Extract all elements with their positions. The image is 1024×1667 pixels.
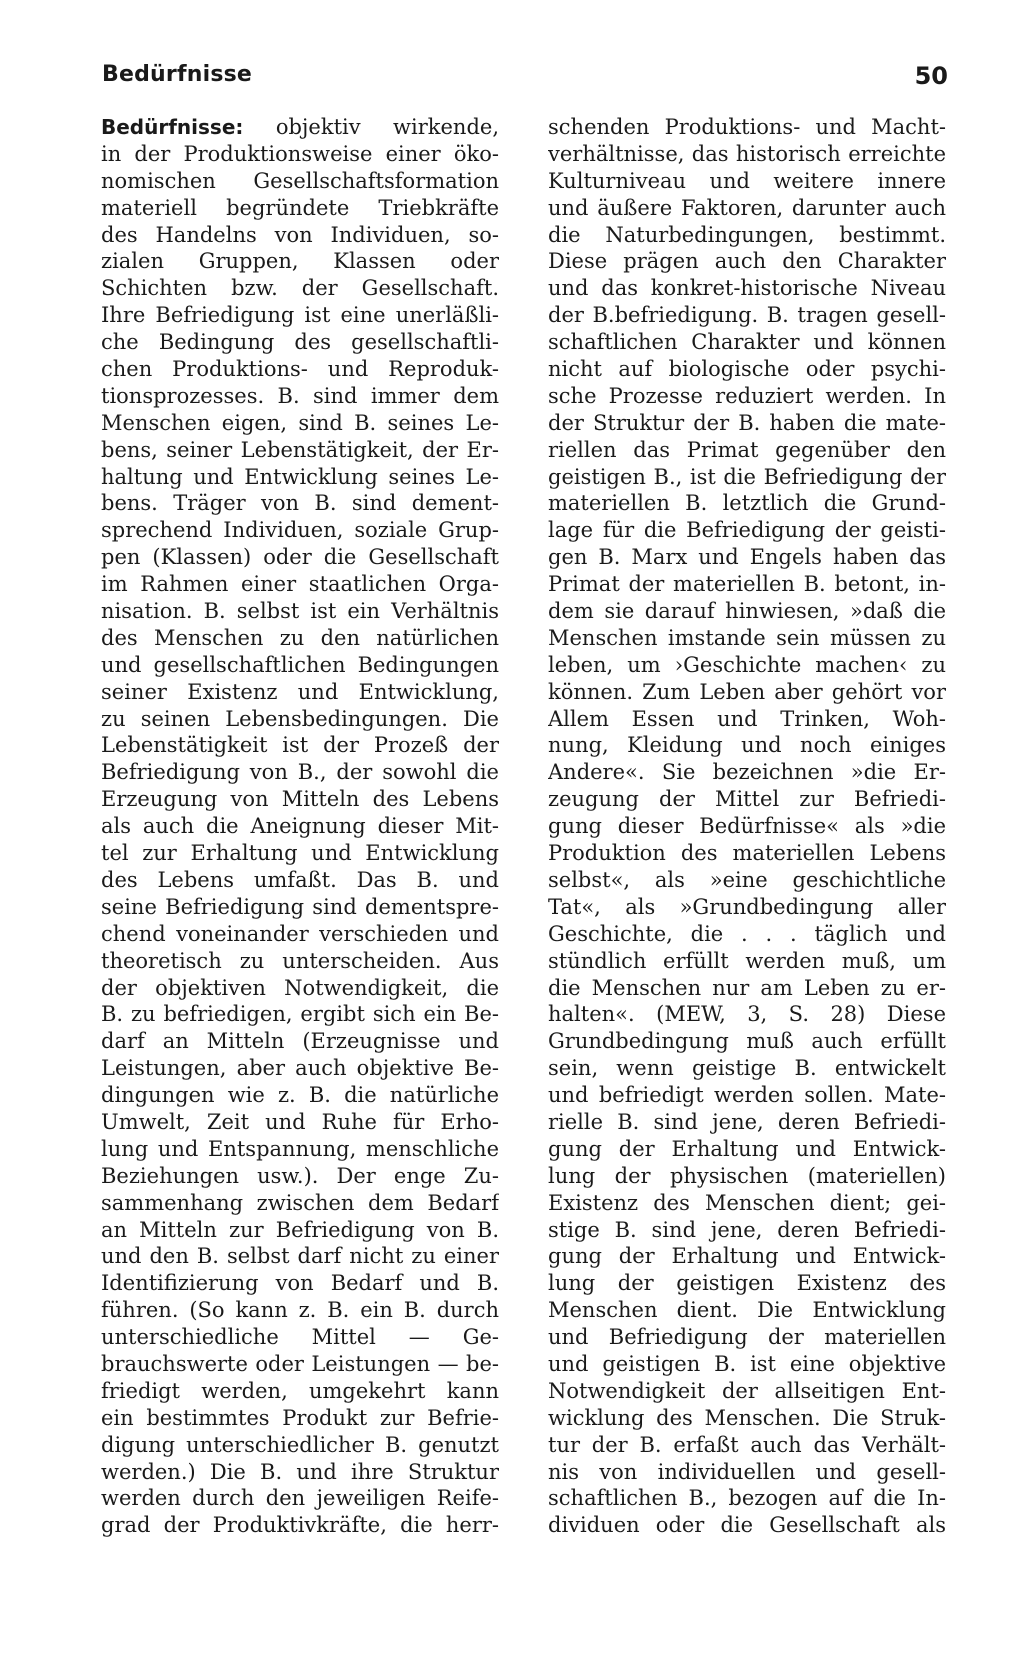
text-line: grad der Produktivkräfte, die herr- <box>101 1513 499 1538</box>
text-line: schaftlichen Charakter und können <box>548 330 946 355</box>
right-column <box>548 114 946 1539</box>
text-line: die Naturbedingungen, bestimmt. <box>548 222 946 247</box>
text-line: Existenz des Menschen dient; gei- <box>548 1190 946 1215</box>
text-line: und gesellschaftlichen Bedingungen <box>101 652 499 677</box>
text-line: in der Produktionsweise einer öko- <box>101 141 499 166</box>
text-line: darf an Mitteln (Erzeugnisse und <box>101 1029 499 1054</box>
text-line: Identifizierung von Bedarf und B. <box>101 1271 499 1296</box>
text-line: tur der B. erfaßt auch das Verhält- <box>548 1432 946 1457</box>
text-line: seine Befriedigung sind dementspre- <box>101 894 499 919</box>
text-line: und Befriedigung der materiellen <box>548 1325 946 1350</box>
text-line: des Handelns von Individuen, so- <box>101 222 499 247</box>
page-number: 50 <box>914 62 948 90</box>
text-line: tionsprozesses. B. sind immer dem <box>101 383 499 408</box>
text-line: und befriedigt werden sollen. Mate- <box>548 1083 946 1108</box>
text-line: materiell begründete Triebkräfte <box>101 195 499 220</box>
text-line: nisation. B. selbst ist ein Verhältnis <box>101 599 499 624</box>
text-line: che Bedingung des gesellschaftli- <box>101 330 499 355</box>
text-line: pen (Klassen) oder die Gesellschaft <box>101 545 499 570</box>
text-line: bens. Träger von B. sind dement- <box>101 491 499 516</box>
text-line: sammenhang zwischen dem Bedarf <box>101 1190 499 1215</box>
text-line: die Menschen nur am Leben zu er- <box>548 975 946 1000</box>
text-line: lage für die Befriedigung der geisti- <box>548 518 946 543</box>
text-line: lung der geistigen Existenz des <box>548 1271 946 1296</box>
text-line: Menschen dient. Die Entwicklung <box>548 1298 946 1323</box>
text-line: brauchswerte oder Leistungen — be- <box>101 1351 499 1376</box>
text-line: unterschiedliche Mittel — Ge- <box>101 1325 499 1350</box>
text-line: Notwendigkeit der allseitigen Ent- <box>548 1378 946 1403</box>
left-column <box>101 114 499 1539</box>
text-line: Produktion des materiellen Lebens <box>548 841 946 866</box>
text-line: halten«. (MEW, 3, S. 28) Diese <box>548 1002 946 1027</box>
text-line: können. Zum Leben aber gehört vor <box>548 679 946 704</box>
text-line: führen. (So kann z. B. ein B. durch <box>101 1298 499 1323</box>
text-line: Schichten bzw. der Gesellschaft. <box>101 276 499 301</box>
text-line: und das konkret-historische Niveau <box>548 276 946 301</box>
text-line: gung der Erhaltung und Entwick- <box>548 1136 946 1161</box>
text-line: werden durch den jeweiligen Reife- <box>101 1486 499 1511</box>
text-line: Erzeugung von Mitteln des Lebens <box>101 787 499 812</box>
text-line: chend voneinander verschieden und <box>101 921 499 946</box>
text-line: Beziehungen usw.). Der enge Zu- <box>101 1163 499 1188</box>
text-line: nomischen Gesellschaftsformation <box>101 168 499 193</box>
text-line: leben, um ›Geschichte machen‹ zu <box>548 652 946 677</box>
text-line-content: objektiv wirkende, <box>243 115 499 139</box>
text-line: der B.befriedigung. B. tragen gesell- <box>548 303 946 328</box>
text-line: Andere«. Sie bezeichnen »die Er- <box>548 760 946 785</box>
text-line: gen B. Marx und Engels haben das <box>548 545 946 570</box>
text-line: verhältnisse, das historisch erreichte <box>548 141 946 166</box>
text-line: gung der Erhaltung und Entwick- <box>548 1244 946 1269</box>
text-line: Menschen imstande sein müssen zu <box>548 625 946 650</box>
text-line: Tat«, als »Grundbedingung aller <box>548 894 946 919</box>
text-line: Primat der materiellen B. betont, in- <box>548 572 946 597</box>
text-line: der Struktur der B. haben die mate- <box>548 410 946 435</box>
text-line: stige B. sind jene, deren Befriedi- <box>548 1217 946 1242</box>
text-line: rielle B. sind jene, deren Befriedi- <box>548 1109 946 1134</box>
text-line: sprechend Individuen, soziale Grup- <box>101 518 499 543</box>
text-line: schaftlichen B., bezogen auf die In- <box>548 1486 946 1511</box>
running-head: Bedürfnisse <box>102 62 253 87</box>
text-line: digung unterschiedlicher B. genutzt <box>101 1432 499 1457</box>
text-line: im Rahmen einer staatlichen Orga- <box>101 572 499 597</box>
text-line: wicklung des Menschen. Die Struk- <box>548 1405 946 1430</box>
text-line: zu seinen Lebensbedingungen. Die <box>101 706 499 731</box>
text-line: sche Prozesse reduziert werden. In <box>548 383 946 408</box>
text-line: als auch die Aneignung dieser Mit- <box>101 814 499 839</box>
text-line: und den B. selbst darf nicht zu einer <box>101 1244 499 1269</box>
text-line: schenden Produktions- und Macht- <box>548 115 946 139</box>
text-line: an Mitteln zur Befriedigung von B. <box>101 1217 499 1242</box>
text-line: friedigt werden, umgekehrt kann <box>101 1378 499 1403</box>
text-line: Menschen eigen, sind B. seines Le- <box>101 410 499 435</box>
text-line: zeugung der Mittel zur Befriedi- <box>548 787 946 812</box>
text-line: nung, Kleidung und noch einiges <box>548 733 946 758</box>
text-line: lung der physischen (materiellen) <box>548 1163 946 1188</box>
text-line: Ihre Befriedigung ist eine unerläßli- <box>101 303 499 328</box>
text-line: Lebenstätigkeit ist der Prozeß der <box>101 733 499 758</box>
text-line: sein, wenn geistige B. entwickelt <box>548 1056 946 1081</box>
text-line: geistigen B., ist die Befriedigung der <box>548 464 946 489</box>
text-line: dem sie darauf hinwiesen, »daß die <box>548 599 946 624</box>
text-line: und äußere Faktoren, darunter auch <box>548 195 946 220</box>
text-line: bens, seiner Lebenstätigkeit, der Er- <box>101 437 499 462</box>
text-line: haltung und Entwicklung seines Le- <box>101 464 499 489</box>
text-line: der objektiven Notwendigkeit, die <box>101 975 499 1000</box>
text-line: stündlich erfüllt werden muß, um <box>548 948 946 973</box>
text-line <box>101 114 499 141</box>
text-line: theoretisch zu unterscheiden. Aus <box>101 948 499 973</box>
text-line: lung und Entspannung, menschliche <box>101 1136 499 1161</box>
text-line: Befriedigung von B., der sowohl die <box>101 760 499 785</box>
text-line: zialen Gruppen, Klassen oder <box>101 249 499 274</box>
text-line: gung dieser Bedürfnisse« als »die <box>548 814 946 839</box>
text-line: ein bestimmtes Produkt zur Befrie- <box>101 1405 499 1430</box>
text-line: Umwelt, Zeit und Ruhe für Erho- <box>101 1109 499 1134</box>
text-line: des Menschen zu den natürlichen <box>101 625 499 650</box>
text-line: dividuen oder die Gesellschaft als <box>548 1513 946 1538</box>
entry-headword: Bedürfnisse: <box>101 115 244 139</box>
text-line: dingungen wie z. B. die natürliche <box>101 1083 499 1108</box>
text-line: nicht auf biologische oder psychi- <box>548 357 946 382</box>
text-line: nis von individuellen und gesell- <box>548 1459 946 1484</box>
text-line: und geistigen B. ist eine objektive <box>548 1351 946 1376</box>
text-line: tel zur Erhaltung und Entwicklung <box>101 841 499 866</box>
text-line: Allem Essen und Trinken, Woh- <box>548 706 946 731</box>
text-line: B. zu befriedigen, ergibt sich ein Be- <box>101 1002 499 1027</box>
text-line: des Lebens umfaßt. Das B. und <box>101 867 499 892</box>
text-line: chen Produktions- und Reproduk- <box>101 357 499 382</box>
text-line: Diese prägen auch den Charakter <box>548 249 946 274</box>
text-line: selbst«, als »eine geschichtliche <box>548 867 946 892</box>
text-line: seiner Existenz und Entwicklung, <box>101 679 499 704</box>
text-line: Geschichte, die . . . täglich und <box>548 921 946 946</box>
text-line: Leistungen, aber auch objektive Be- <box>101 1056 499 1081</box>
text-line: Grundbedingung muß auch erfüllt <box>548 1029 946 1054</box>
text-line: riellen das Primat gegenüber den <box>548 437 946 462</box>
text-line: materiellen B. letztlich die Grund- <box>548 491 946 516</box>
text-line: Kulturniveau und weitere innere <box>548 168 946 193</box>
text-line: werden.) Die B. und ihre Struktur <box>101 1459 499 1484</box>
